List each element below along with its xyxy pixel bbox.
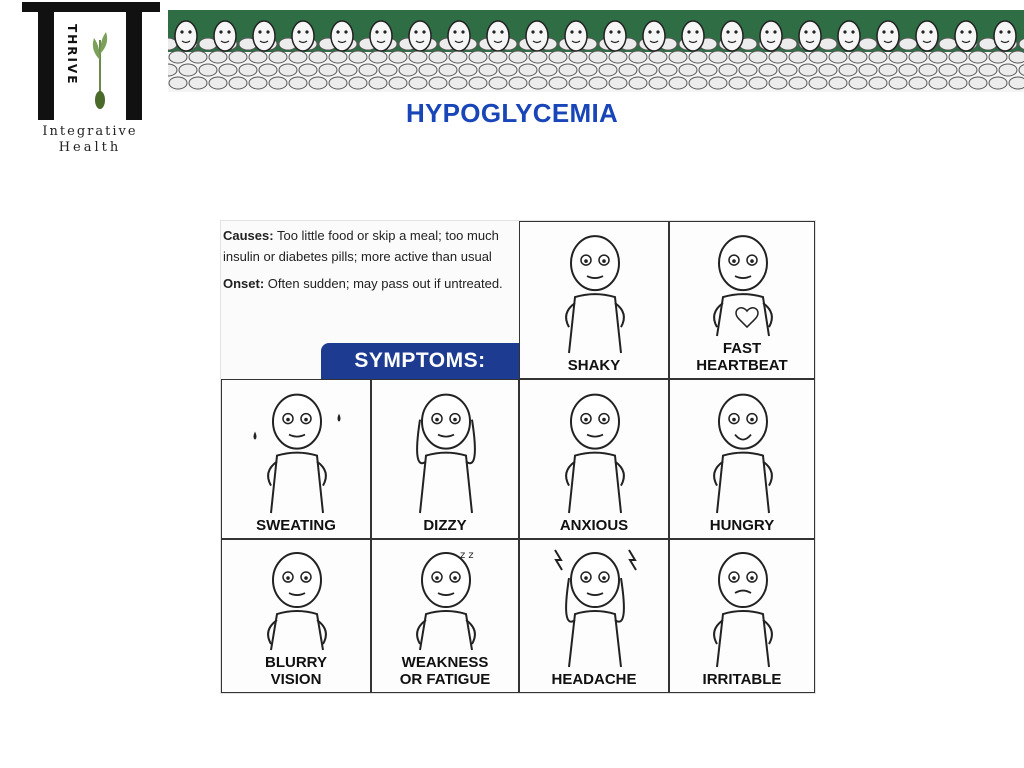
symptom-cell-sweating — [221, 379, 371, 539]
slide-title: HYPOGLYCEMIA — [405, 98, 619, 128]
anxious-face-icon — [520, 380, 670, 540]
symptom-label: IRRITABLE — [702, 671, 782, 688]
symptom-cell-fast-heartbeat — [669, 221, 815, 379]
logo-text-health: Health — [58, 140, 122, 155]
symptom-cell-weakness — [371, 539, 519, 693]
causes-text: Too little food or skip a meal; too much insulin or diabetes pills; more active than usual — [223, 228, 499, 264]
symptom-label: HUNGRY — [709, 517, 775, 534]
decorative-banner — [168, 10, 1024, 92]
symptom-label: BLURRY VISION — [265, 654, 327, 688]
symptom-cell-anxious — [519, 379, 669, 539]
symptom-label: ANXIOUS — [559, 517, 629, 534]
dizzy-face-icon — [372, 380, 520, 540]
poster-info — [223, 225, 519, 300]
symptom-label: SWEATING — [256, 517, 336, 534]
symptom-label: SHAKY — [567, 357, 621, 374]
symptom-label: HEADACHE — [551, 671, 637, 688]
logo-vertical-text: THRIVE — [65, 24, 79, 86]
symptom-label: DIZZY — [423, 517, 467, 534]
hungry-face-icon — [670, 380, 816, 540]
symptom-cell-dizzy — [371, 379, 519, 539]
causes-label: Causes: — [223, 228, 274, 243]
sweating-face-icon — [222, 380, 372, 540]
logo-text-integrative: Integrative — [42, 124, 138, 139]
onset-text: Often sudden; may pass out if untreated. — [267, 276, 503, 291]
causes-paragraph — [223, 225, 519, 267]
symptom-cell-blurry-vision — [221, 539, 371, 693]
symptom-cell-headache — [519, 539, 669, 693]
thrive-logo — [12, 0, 168, 160]
symptom-cell-hungry — [669, 379, 815, 539]
symptom-cell-irritable — [669, 539, 815, 693]
symptom-label: FAST HEARTBEAT — [696, 340, 788, 374]
onset-paragraph — [223, 273, 519, 294]
banner-pattern-icon — [168, 10, 1024, 92]
svg-text:z z: z z — [460, 550, 474, 562]
onset-label: Onset: — [223, 276, 265, 291]
symptoms-heading: SYMPTOMS: — [321, 343, 519, 379]
hypoglycemia-poster — [220, 220, 816, 694]
symptom-cell-shaky — [519, 221, 669, 379]
symptom-label: WEAKNESS OR FATIGUE — [399, 654, 491, 688]
